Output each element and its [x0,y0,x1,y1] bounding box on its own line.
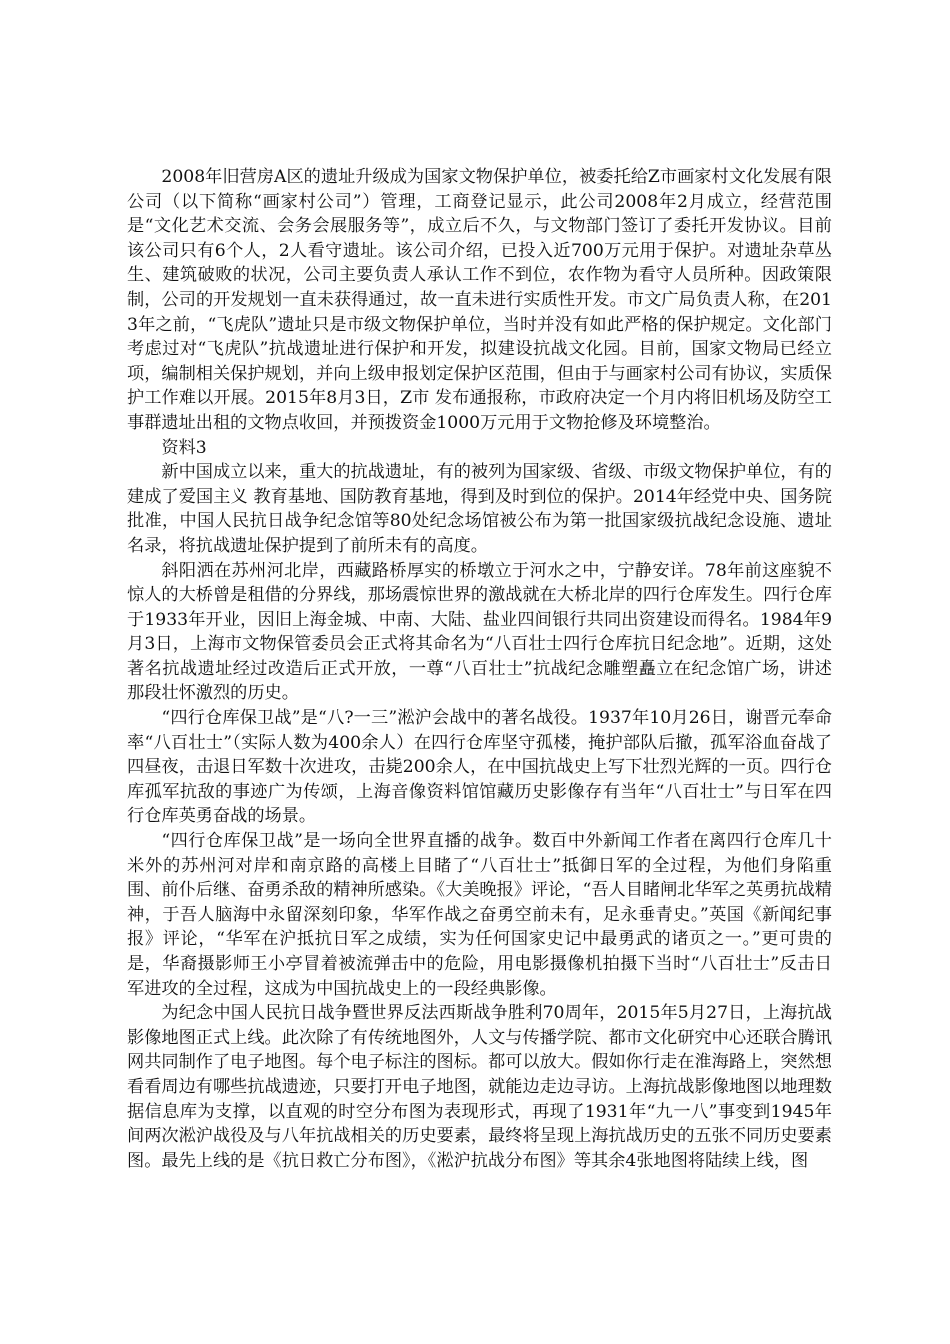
paragraph-airfield-site: 2008年旧营房A区的遗址升级成为国家文物保护单位，被委托给Z市画家村文化发展有限公司（以下简称“画家村公司”）管理，工商登记显示，此公司2008年2月成立，经营范围是“文化艺术交流、会务会展服务等”，成立后不久，与文物部门签订了委托开发协议。目前该公司只有6个人，2人看守遗址。该公司介绍，已投入近700万元用于保护。对遗址杂草丛生、建筑破败的状况，公司主要负责人承认工作不到位，农作物为看守人员所种。因政策限制，公司的开发规划一直未获得通过，故一直未进行实质性开发。市文广局负责人称，在2013年之前，“飞虎队”遗址只是市级文物保护单位，当时并没有如此严格的保护规定。文化部门考虑过对“飞虎队”抗战遗址进行保护和开发，拟建设抗战文化园。目前，国家文物局已经立项，编制相关保护规划，并向上级申报划定保护区范围，但由于与画家村公司有协议，实质保护工作难以开展。2015年8月3日，Z市 发布通报称，市政府决定一个月内将旧机场及防空工事群遗址出租的文物点收回，并预拨资金1000万元用于文物抢修及环境整治。 [127,167,832,433]
document-body [127,165,832,1173]
paragraph-site-protection: 新中国成立以来，重大的抗战遗址，有的被列为国家级、省级、市级文物保护单位，有的建成了爱国主义 教育基地、国防教育基地，得到及时到位的保护。2014年经党中央、国务院批准，中国人民抗日战争纪念馆等80处纪念场馆被公布为第一批国家级抗战纪念设施、遗址名录，将抗战遗址保护提到了前所未有的高度。 [127,462,832,556]
paragraph-defense-battle: “四行仓库保卫战”是“八?一三”淞沪会战中的著名战役。1937年10月26日，谢晋元奉命率“八百壮士”（实际人数为400余人）在四行仓库坚守孤楼，掩护部队后撤，孤军浴血奋战了四昼夜，击退日军数十次进攻，击毙200余人，在中国抗战史上写下壮烈光辉的一页。四行仓库孤军抗敌的事迹广为传颂，上海音像资料馆馆藏历史影像存有当年“八百壮士”与日军在四行仓库英勇奋战的场景。 [127,708,832,827]
paragraph-sihang-warehouse: 斜阳洒在苏州河北岸，西藏路桥厚实的桥墩立于河水之中，宁静安详。78年前这座貌不惊人的大桥曾是租借的分界线，那场震惊世界的激战就在大桥北岸的四行仓库发生。四行仓库于1933年开业，因旧上海金城、中南、大陆、盐业四间银行共同出资建设而得名。1984年9月3日，上海市文物保管委员会正式将其命名为“八百壮士四行仓库抗日纪念地”。近期，这处著名抗战遗址经过改造后正式开放，一尊“八百壮士”抗战纪念雕塑矗立在纪念馆广场，讲述那段壮怀激烈的历史。 [127,560,832,704]
section-heading-material-3: 资料3 [161,437,207,458]
paragraph-image-map: 为纪念中国人民抗日战争暨世界反法西斯战争胜利70周年，2015年5月27日，上海抗战影像地图正式上线。此次除了有传统地图外，人文与传播学院、都市文化研究中心还联合腾讯网共同制作了电子地图。每个电子标注的图标。都可以放大。假如你行走在淮海路上，突然想看看周边有哪些抗战遗迹，只要打开电子地图，就能边走边寻访。上海抗战影像地图以地理数据信息库为支撑，以直观的时空分布图为表现形式，再现了1931年“九一八”事变到1945年间两次淞沪战役及与八年抗战相关的历史要素，最终将呈现上海抗战历史的五张不同历史要素图。最先上线的是《抗日救亡分布图》，《淞沪抗战分布图》等其余4张地图将陆续上线，图 [127,1003,832,1171]
paragraph-live-broadcast-war: “四行仓库保卫战”是一场向全世界直播的战争。数百中外新闻工作者在离四行仓库几十米外的苏州河对岸和南京路的高楼上目睹了“八百壮士”抵御日军的全过程，为他们身陷重围、前仆后继、奋勇杀敌的精神所感染。《大美晚报》评论，“吾人目睹闸北华军之英勇抗战精神，于吾人脑海中永留深刻印象，华军作战之奋勇空前未有，足永垂青史。”英国《新闻纪事报》评论，“华军在沪抵抗日军之成绩，实为任何国家史记中最勇武的诸页之一。”更可贵的是，华裔摄影师王小亭冒着被流弹击中的危险，用电影摄像机拍摄下当时“八百壮士”反击日军进攻的全过程，这成为中国抗战史上的一段经典影像。 [127,831,832,999]
